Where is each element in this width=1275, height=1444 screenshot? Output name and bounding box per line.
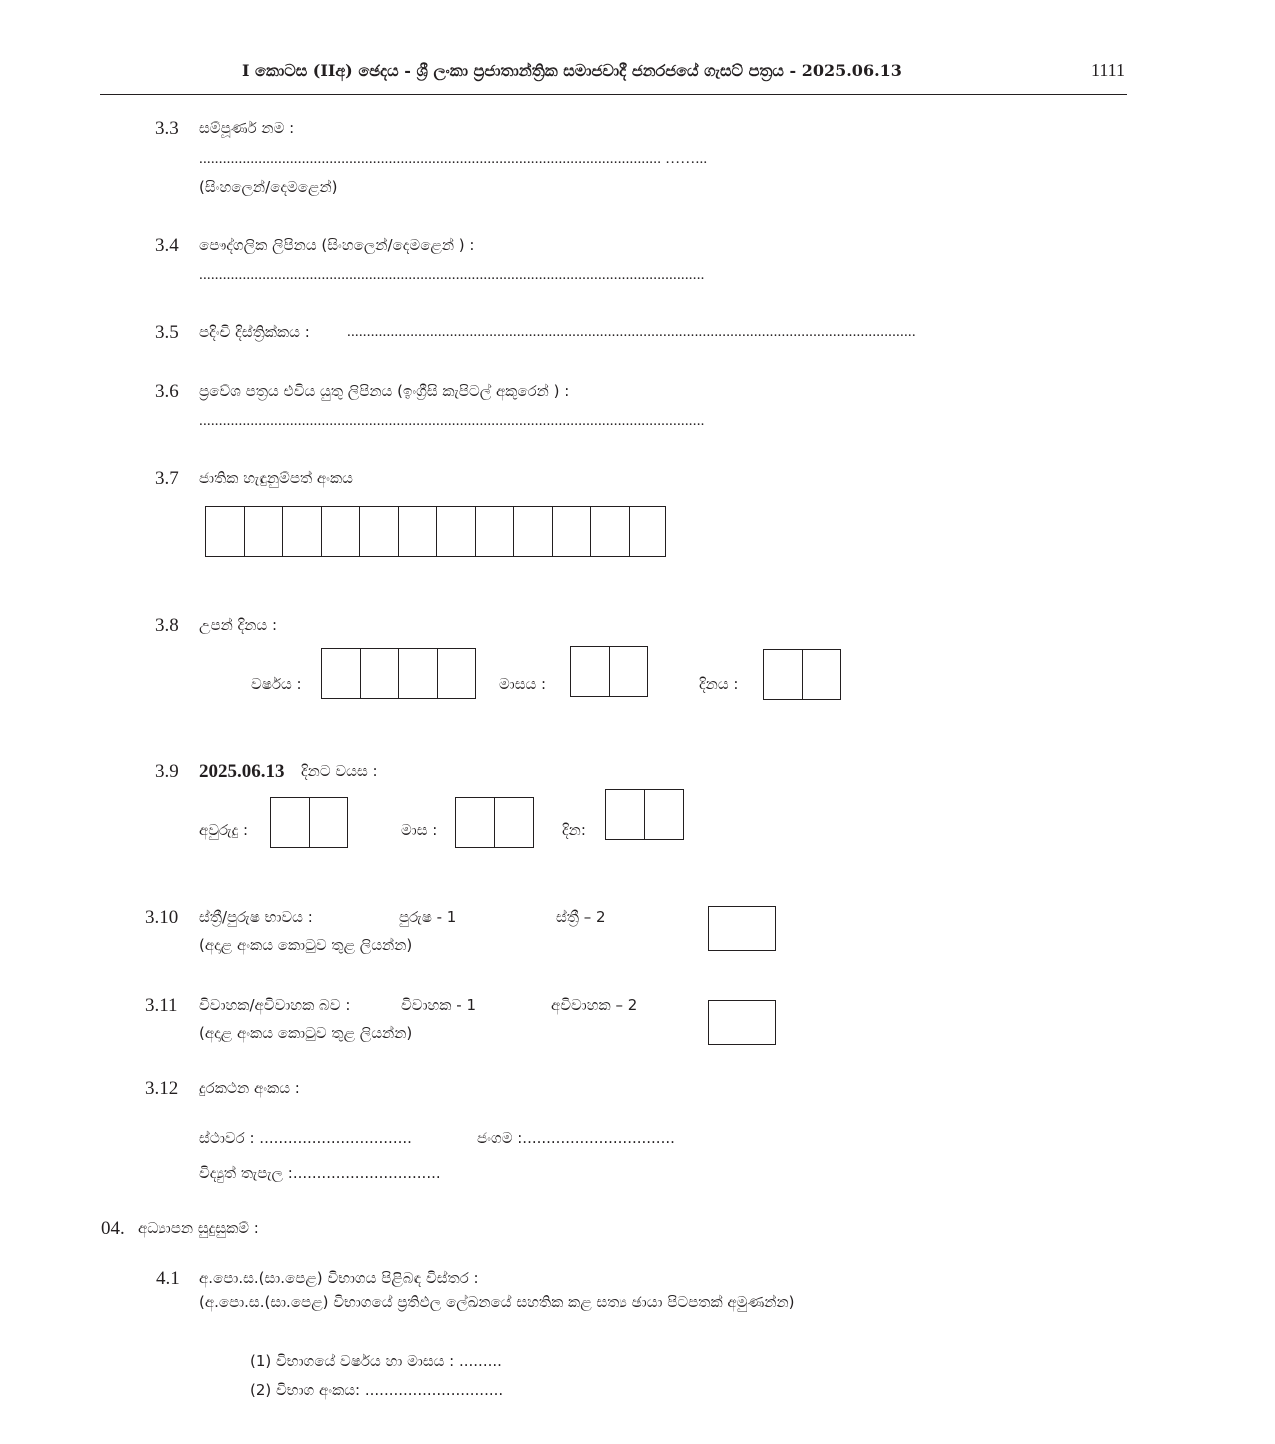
gender-option-male: පුරුෂ - 1: [399, 908, 457, 926]
nic-digit-box[interactable]: [553, 507, 592, 556]
mobile-phone-field[interactable]: ජංගම :................................: [477, 1129, 675, 1147]
section-3-10-number: 3.10: [145, 907, 179, 928]
birth-day-label: දිනය :: [699, 675, 739, 693]
age-years-digit-box[interactable]: [271, 798, 310, 847]
header-rule: [100, 94, 1127, 95]
nic-digit-box[interactable]: [206, 507, 245, 556]
email-field[interactable]: විද්‍යුත් තැපැල :...............................: [199, 1164, 441, 1182]
section-4-number: 04.: [101, 1218, 125, 1239]
gender-label: ස්ත්‍රී/පුරුෂ භාවය :: [199, 908, 313, 926]
full-name-label: සම්පූර්ණ නම :: [199, 119, 295, 137]
nic-number-label: ජාතික හැඳුනුම්පත් අංකය: [199, 469, 353, 487]
birth-year-digit-box[interactable]: [438, 649, 475, 698]
age-days-digit-box[interactable]: [645, 790, 684, 839]
birth-month-label: මාසය :: [499, 675, 547, 693]
exam-year-month-field[interactable]: (1) විභාගයේ වර්ෂය හා මාසය : .........: [250, 1352, 502, 1370]
section-3-5-number: 3.5: [155, 322, 179, 343]
nic-digit-box[interactable]: [283, 507, 322, 556]
section-3-4-number: 3.4: [155, 235, 179, 256]
nic-digit-box[interactable]: [399, 507, 438, 556]
nic-digit-box[interactable]: [591, 507, 630, 556]
nic-digit-box[interactable]: [437, 507, 476, 556]
section-3-8-number: 3.8: [155, 615, 179, 636]
nic-digit-box[interactable]: [514, 507, 553, 556]
page-number: 1111: [1091, 60, 1125, 80]
age-days-digit-box[interactable]: [606, 790, 645, 839]
age-months-digit-box[interactable]: [495, 798, 534, 847]
birth-year-digit-box[interactable]: [399, 649, 438, 698]
full-name-field[interactable]: ..................................................................................................................... ……...: [199, 151, 708, 167]
birth-day-boxes[interactable]: [763, 649, 841, 700]
private-address-label: පෞද්ගලික ලිපිනය (සිංහලෙන්/දෙමළෙන් ) :: [199, 236, 475, 254]
birth-year-digit-box[interactable]: [322, 649, 361, 698]
birth-year-digit-box[interactable]: [361, 649, 400, 698]
section-3-11-number: 3.11: [145, 995, 178, 1016]
nic-digit-box[interactable]: [245, 507, 284, 556]
birth-date-label: උපන් දිනය :: [199, 616, 277, 634]
section-3-12-number: 3.12: [145, 1078, 179, 1099]
telephone-label: දුරකථන අංකය :: [199, 1079, 300, 1097]
nic-number-boxes[interactable]: [205, 506, 666, 557]
age-years-digit-box[interactable]: [310, 798, 348, 847]
full-name-language-note: (සිංහලෙන්/දෙමළෙන්): [199, 178, 338, 196]
birth-month-digit-box[interactable]: [610, 647, 648, 696]
nic-digit-box[interactable]: [360, 507, 399, 556]
district-field[interactable]: ................................................................................................................................................: [347, 324, 916, 340]
age-months-label: මාස :: [401, 821, 438, 839]
nic-digit-box[interactable]: [322, 507, 361, 556]
birth-month-digit-box[interactable]: [571, 647, 610, 696]
gazette-header-title: I කොටස (IIඅ) ඡෙදය - ශ්‍රී ලංකා ප්‍රජාතාන්ත්‍රික සමාජවාදී ජනරජයේ ගැසට් පත්‍රය - 2025.06.13: [242, 61, 902, 80]
education-qualifications-heading: අධ්‍යාපන සුදුසුකම් :: [138, 1219, 259, 1237]
age-months-boxes[interactable]: [455, 797, 534, 848]
age-months-digit-box[interactable]: [456, 798, 495, 847]
age-years-boxes[interactable]: [270, 797, 348, 848]
section-3-6-number: 3.6: [155, 381, 179, 402]
age-reference-date: 2025.06.13: [199, 761, 285, 782]
district-label: පදිංචි දිස්ත්‍රික්කය :: [199, 323, 310, 341]
age-on-date-label: දිනට වයස :: [301, 762, 378, 780]
section-3-9-number: 3.9: [155, 761, 179, 782]
age-days-boxes[interactable]: [605, 789, 684, 840]
marital-option-married: විවාහක - 1: [401, 996, 476, 1014]
gender-option-female: ස්ත්‍රී – 2: [556, 908, 606, 926]
marital-option-unmarried: අවිවාහක – 2: [551, 996, 638, 1014]
gender-instruction-note: (අදාළ අංකය කොටුව තුළ ලියන්න): [199, 936, 413, 954]
marital-code-box[interactable]: [708, 1000, 776, 1045]
admission-address-field[interactable]: ................................................................................................................................: [199, 413, 705, 429]
marital-instruction-note: (අදාළ අංකය කොටුව තුළ ලියන්න): [199, 1024, 413, 1042]
nic-digit-box[interactable]: [630, 507, 665, 556]
nic-digit-box[interactable]: [476, 507, 515, 556]
admission-address-label: ප්‍රවේශ පත්‍රය එවිය යුතු ලිපිනය (ඉංග්‍රීසි කැපිටල් අකුරෙන් ) :: [199, 382, 570, 400]
private-address-field[interactable]: ................................................................................................................................: [199, 267, 705, 283]
exam-index-number-field[interactable]: (2) විභාග අංකය: .............................: [250, 1381, 504, 1399]
ol-exam-details-label: අ.පො.ස.(සා.පෙළ) විභාගය පිළිබඳ විස්තර :: [199, 1269, 479, 1287]
section-3-3-number: 3.3: [155, 118, 179, 139]
birth-month-boxes[interactable]: [570, 646, 648, 697]
age-days-label: දින:: [562, 821, 586, 839]
gender-code-box[interactable]: [708, 906, 776, 951]
birth-day-digit-box[interactable]: [803, 650, 841, 699]
section-3-7-number: 3.7: [155, 468, 179, 489]
ol-exam-attachment-note: (අ.පො.ස.(සා.පෙළ) විභාගයේ ප්‍රතිඵල ලේඛනයේ සහතික කළ සත්‍ය ඡායා පිටපතක් අමුණන්න): [199, 1293, 795, 1311]
marital-status-label: විවාහක/අවිවාහක බව :: [199, 996, 351, 1014]
birth-year-label: වර්ෂය :: [251, 675, 302, 693]
birth-year-boxes[interactable]: [321, 648, 476, 699]
age-years-label: අවුරුදු :: [199, 821, 249, 839]
birth-day-digit-box[interactable]: [764, 650, 803, 699]
fixed-phone-field[interactable]: ස්ථාවර : ................................: [199, 1129, 412, 1147]
section-4-1-number: 4.1: [156, 1268, 180, 1289]
